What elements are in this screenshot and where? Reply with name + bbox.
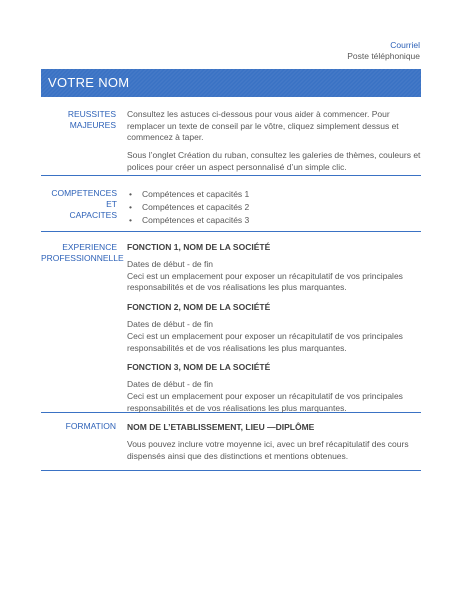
job-entry	[127, 242, 421, 294]
name-title[interactable]: VOTRE NOM	[48, 75, 130, 90]
section-education	[41, 418, 421, 471]
job-title[interactable]: FONCTION 2, NOM DE LA SOCIÉTÉ	[127, 302, 271, 313]
phone-field[interactable]: Poste téléphonique	[347, 51, 420, 61]
list-item[interactable]: • Compétences et capacités 1	[127, 188, 421, 201]
section-label-experience: EXPERIENCE PROFESSIONNELLE	[41, 242, 124, 263]
job-description[interactable]: Ceci est un emplacement pour exposer un récapitulatif de vos principales responsabilités et de vos réalisations les plus marquantes.	[127, 270, 403, 293]
section-label-achievements: REUSSITES MAJEURES	[67, 109, 116, 130]
job-dates[interactable]: Dates de début - de fin	[127, 379, 214, 390]
section-achievements	[41, 106, 421, 176]
job-description[interactable]: Ceci est un emplacement pour exposer un récapitulatif de vos principales responsabilités et de vos réalisations les plus marquantes.	[127, 390, 403, 413]
job-dates[interactable]: Dates de début - de fin	[127, 319, 214, 330]
list-item[interactable]: • Compétences et capacités 2	[127, 201, 421, 214]
job-description[interactable]: Ceci est un emplacement pour exposer un récapitulatif de vos principales responsabilités et de vos réalisations les plus marquantes.	[127, 330, 403, 353]
job-title[interactable]: FONCTION 3, NOM DE LA SOCIÉTÉ	[127, 362, 271, 373]
section-skills	[41, 183, 421, 232]
section-experience	[41, 239, 421, 413]
paragraph[interactable]: Consultez les astuces ci-dessous pour vous aider à commencer. Pour remplacer un texte de conseil par le vôtre, cliquez simplement dessus et commencez à taper.	[127, 109, 399, 143]
section-content-skills	[127, 188, 421, 227]
education-description[interactable]: Vous pouvez inclure votre moyenne ici, avec un bref récapitulatif des cours dispensés ainsi que des distinctions et mentions obtenues.	[127, 439, 409, 461]
section-content-education	[127, 422, 421, 462]
education-title[interactable]: NOM DE L’ETABLISSEMENT, LIEU —DIPLÔME	[127, 422, 315, 432]
job-entry	[127, 362, 421, 414]
job-dates[interactable]: Dates de début - de fin	[127, 259, 214, 269]
section-content-achievements	[127, 109, 421, 180]
paragraph[interactable]: Sous l’onglet Création du ruban, consultez les galeries de thèmes, couleurs et polices pour créer un aspect personnalisé d’un simple clic.	[127, 150, 421, 172]
section-label-skills: COMPETENCES ET CAPACITES	[51, 188, 117, 220]
name-banner	[41, 69, 421, 97]
job-entry	[127, 302, 421, 354]
skills-list	[127, 188, 421, 227]
job-title[interactable]: FONCTION 1, NOM DE LA SOCIÉTÉ	[127, 242, 271, 252]
list-item[interactable]: • Compétences et capacités 3	[127, 214, 421, 227]
section-content-experience	[127, 242, 421, 422]
email-field[interactable]: Courriel	[390, 40, 420, 50]
section-label-education: FORMATION	[65, 421, 116, 431]
contact-block	[347, 40, 420, 62]
